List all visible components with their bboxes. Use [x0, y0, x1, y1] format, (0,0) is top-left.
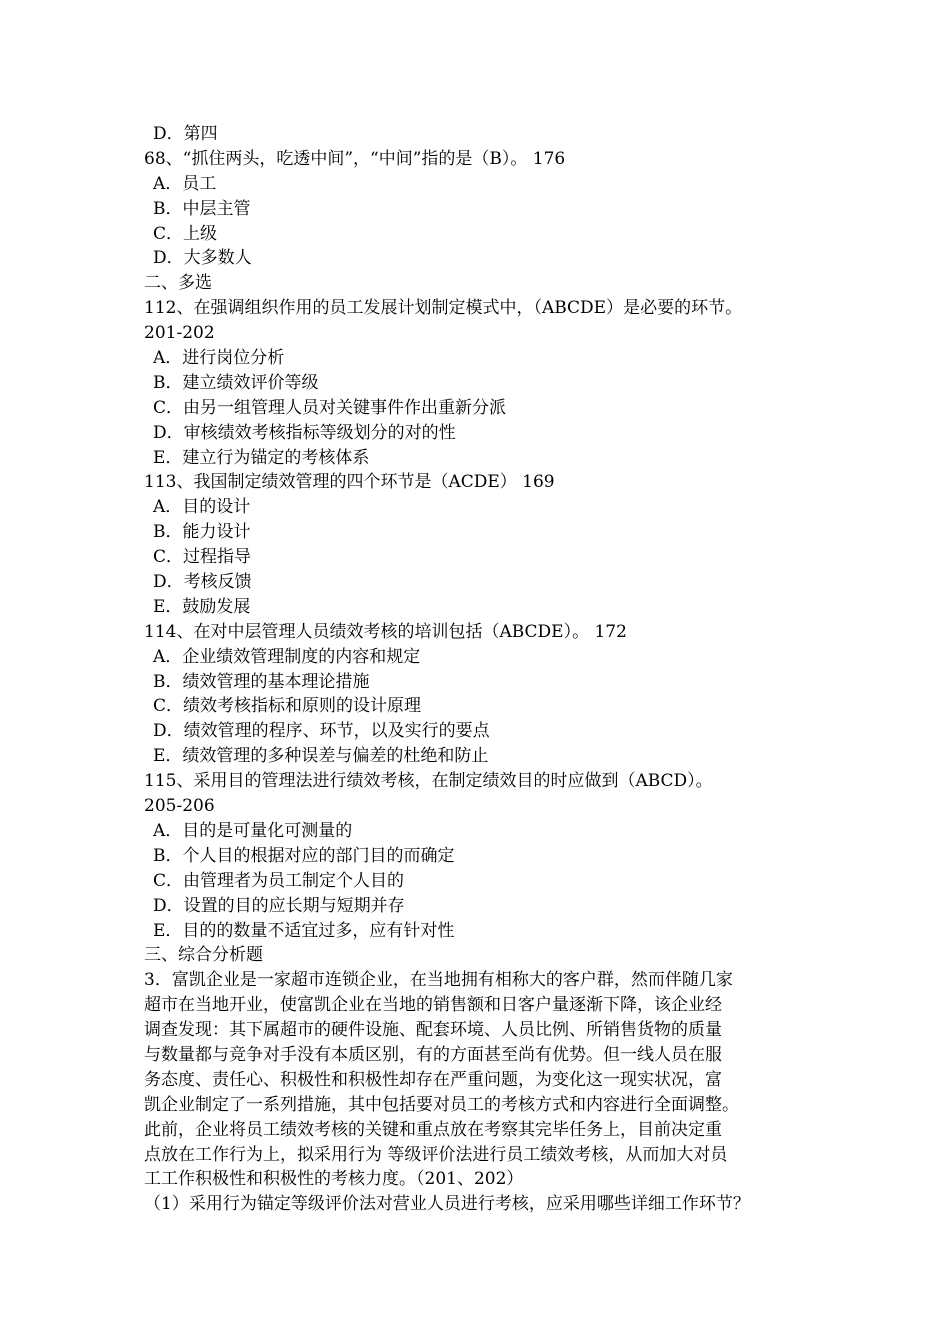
- option-line: B．建立绩效评价等级: [153, 372, 319, 393]
- option-line: A．目的设计: [153, 497, 251, 518]
- option-line: D．设置的目的应长期与短期并存: [153, 895, 405, 916]
- option-line: B．能力设计: [153, 522, 251, 543]
- question-line: 115、采用目的管理法进行绩效考核，在制定绩效目的时应做到（ABCD）。: [144, 771, 713, 792]
- option-line: B．绩效管理的基本理论措施: [153, 671, 370, 692]
- paragraph-line: 超市在当地开业，使富凯企业在当地的销售额和日客户量逐渐下降，该企业经: [144, 995, 722, 1016]
- section-heading: 二、多选: [144, 273, 212, 294]
- option-line: D．考核反馈: [153, 572, 252, 593]
- paragraph-line: 凯企业制定了一系列措施，其中包括要对员工的考核方式和内容进行全面调整。: [144, 1094, 739, 1115]
- sub-question-line: （1）采用行为锚定等级评价法对营业人员进行考核，应采用哪些详细工作环节？: [144, 1194, 750, 1215]
- option-line: A．企业绩效管理制度的内容和规定: [153, 646, 421, 667]
- option-line: D．大多数人: [153, 248, 252, 269]
- option-line: C．上级: [153, 223, 218, 244]
- option-line: E．目的的数量不适宜过多，应有针对性: [153, 920, 455, 941]
- paragraph-line: 点放在工作行为上，拟采用行为 等级评价法进行员工绩效考核，从而加大对员: [144, 1144, 728, 1165]
- document-lines: [144, 122, 834, 968]
- paragraph-line: 工工作积极性和积极性的考核力度。（201、202）: [144, 1169, 524, 1190]
- paragraph-line: 此前，企业将员工绩效考核的关键和重点放在考察其完毕任务上，目前决定重: [144, 1119, 722, 1140]
- question-line: 112、在强调组织作用的员工发展计划制定模式中，（ABCDE）是必要的环节。: [144, 298, 743, 319]
- question-line: 68、“抓住两头，吃透中间”，“中间”指的是（B）。 176: [144, 148, 566, 169]
- paragraph-line: 与数量都与竞争对手没有本质区别，有的方面甚至尚有优势。但一线人员在服: [144, 1044, 722, 1065]
- option-line: C．过程指导: [153, 547, 252, 568]
- option-line: E．绩效管理的多种误差与偏差的杜绝和防止: [153, 746, 489, 767]
- option-line: E．鼓励发展: [153, 596, 251, 617]
- question-line: 113、我国制定绩效管理的四个环节是（ACDE） 169: [144, 472, 555, 493]
- option-line: C．由管理者为员工制定个人目的: [153, 870, 405, 891]
- option-line: D．绩效管理的程序、环节，以及实行的要点: [153, 721, 490, 742]
- section-heading: 三、综合分析题: [144, 945, 263, 966]
- option-line: C．绩效考核指标和原则的设计原理: [153, 696, 422, 717]
- option-line: C．由另一组管理人员对关键事件作出重新分派: [153, 397, 507, 418]
- option-line: E．建立行为锚定的考核体系: [153, 447, 370, 468]
- paragraph-line: 调查发现：其下属超市的硬件设施、配套环境、人员比例、所销售货物的质量: [144, 1020, 722, 1041]
- option-line: D．第四: [153, 124, 218, 144]
- option-line: D．审核绩效考核指标等级划分的对的性: [153, 422, 456, 443]
- question-line: 205-206: [144, 796, 215, 817]
- question-line: 201-202: [144, 323, 215, 344]
- option-line: A．进行岗位分析: [153, 348, 285, 369]
- option-line: A．员工: [153, 173, 217, 194]
- option-line: B．中层主管: [153, 198, 251, 219]
- paragraph-line: 3．富凯企业是一家超市连锁企业，在当地拥有相称大的客户群，然而伴随几家: [144, 970, 733, 991]
- option-line: A．目的是可量化可测量的: [153, 820, 353, 841]
- case-paragraph: [144, 968, 834, 1192]
- question-line: 114、在对中层管理人员绩效考核的培训包括（ABCDE）。 172: [144, 621, 627, 642]
- paragraph-line: 务态度、责任心、积极性和积极性却存在严重问题，为变化这一现实状况，富: [144, 1069, 722, 1090]
- document-page: [144, 122, 834, 1217]
- option-line: B．个人目的根据对应的部门目的而确定: [153, 845, 455, 866]
